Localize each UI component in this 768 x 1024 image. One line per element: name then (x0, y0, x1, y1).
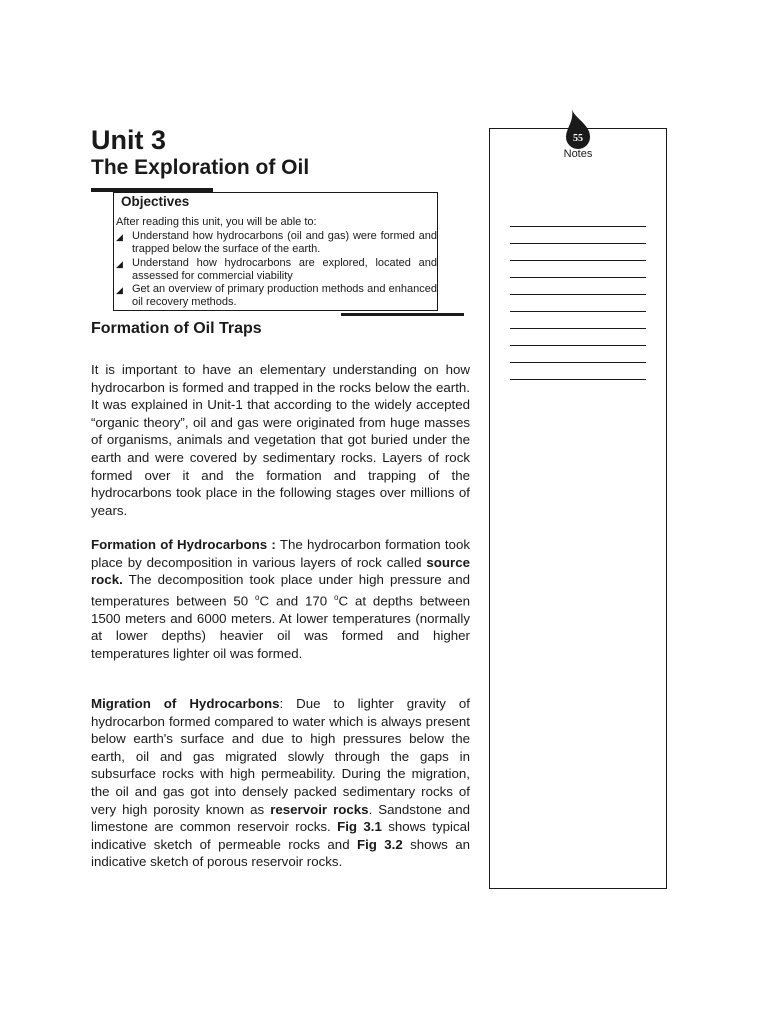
paragraph-lead: Formation of Hydrocarbons : (91, 537, 276, 552)
objectives-list (116, 230, 437, 310)
note-line (510, 345, 646, 346)
paragraph-text: The hydrocarbon formation took place by decomposition in various layers of rock called (91, 537, 470, 570)
paragraph-text: . Sandstone and limestone are common reservoir rocks. (91, 801, 470, 835)
degree-symbol: o (255, 592, 260, 602)
objective-text: Get an overview of primary production methods and enhanced oil recovery methods. (132, 283, 437, 309)
paragraph-text: shows typical indicative sketch of permeable rocks and (91, 819, 470, 852)
note-line (510, 362, 646, 363)
unit-number: Unit 3 (91, 125, 167, 155)
note-line (510, 226, 646, 227)
section-heading: Formation of Oil Traps (91, 320, 262, 337)
objectives-intro: After reading this unit, you will be able to: (116, 216, 317, 228)
objectives-heading: Objectives (121, 194, 190, 209)
triangle-bullet-icon: ◢ (116, 232, 123, 242)
figure-reference: Fig 3.1 (337, 819, 382, 835)
paragraph-intro: It is important to have an elementary understanding on how hydrocarbon is formed and trapped in the rocks below the earth. It was explained in Unit-1 that according to the widely accepted “organic theory”, oil and gas were originated from huge masses of organisms, animals and vegetation that got buried under the earth and were covered by sedimentary rocks. Layers of rock formed over it and the formation and trapping of the hydrocarbons took place in the following stages over millions of years. (91, 362, 470, 518)
degree-symbol: o (334, 592, 339, 602)
figure-reference: Fig 3.2 (356, 836, 403, 852)
note-line (510, 243, 646, 244)
paragraph-text: C at depths between 1500 meters and 6000 meters. At lower temperatures (normally at lower depths) heavier oil was formed and higher temperatures lighter oil was formed. (91, 593, 470, 661)
objective-text: Understand how hydrocarbons are explored, located and assessed for commercial viability (132, 256, 437, 282)
objectives-box (113, 192, 438, 311)
unit-title: The Exploration of Oil (91, 156, 310, 179)
paragraph-formation (91, 536, 470, 663)
objective-text: Understand how hydrocarbons (oil and gas) were formed and trapped below the surface of the earth. (132, 230, 437, 256)
note-line (510, 277, 646, 278)
term-source-rock: source rock. (91, 554, 470, 588)
triangle-bullet-icon: ◢ (116, 258, 123, 269)
paragraph-text: : Due to lighter gravity of hydrocarbon formed compared to water which is always present below earth's surface and due to high pressures below the earth, oil and gas migrated slowly through the gaps in subsurface rocks with high permeability. During the migration, the oil and gas got into densely packed sedimentary rocks of very high porosity known as (91, 696, 470, 817)
paragraph-text: The decomposition took place under high pressure and temperatures between 50 (91, 572, 470, 609)
objective-item (116, 283, 437, 310)
triangle-bullet-icon: ◢ (116, 285, 123, 296)
note-line (510, 311, 646, 312)
objective-item (116, 230, 437, 257)
note-line (510, 260, 646, 261)
note-line (510, 379, 646, 380)
paragraph-migration (91, 695, 470, 871)
paragraph-text: C and 170 (259, 593, 335, 609)
note-line (510, 328, 646, 329)
notes-label: Notes (563, 148, 593, 160)
objective-item (116, 257, 437, 284)
page-number: 55 (573, 133, 583, 144)
paragraph-lead: Migration of Hydrocarbons (91, 696, 280, 711)
paragraph-text: shows an indicative sketch of porous reservoir rocks. (91, 836, 470, 870)
term-reservoir-rocks: reservoir rocks (270, 801, 369, 817)
note-line (510, 294, 646, 295)
objectives-rule (341, 313, 464, 316)
